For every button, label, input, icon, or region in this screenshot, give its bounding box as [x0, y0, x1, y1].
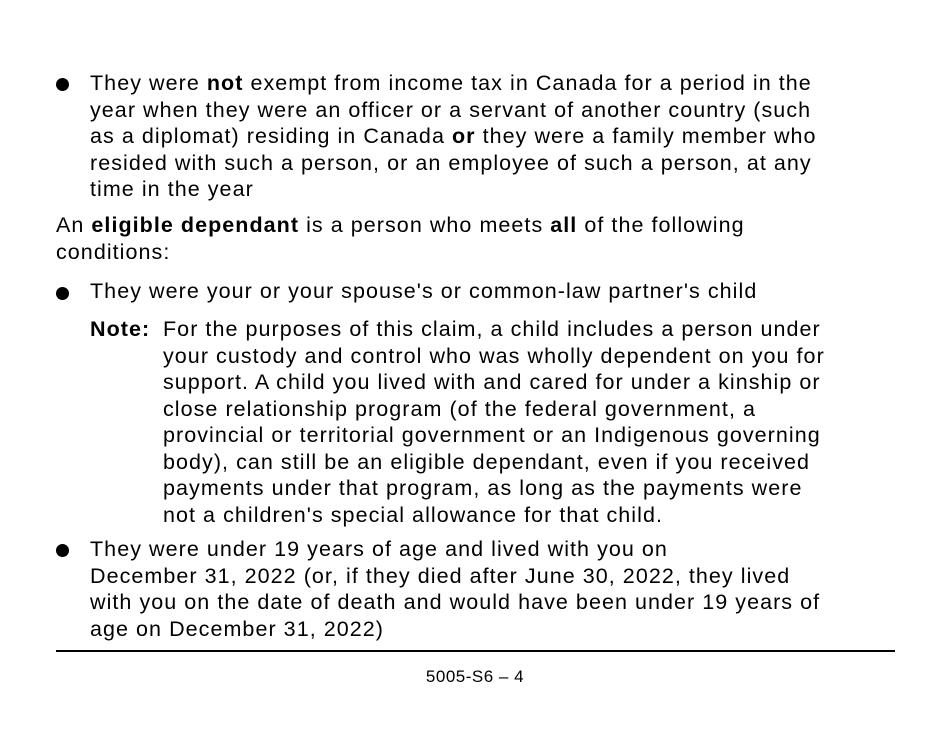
bullet1-line5: time in the year [90, 177, 254, 201]
note-line: provincial or territorial government or an Indigenous governing [163, 423, 821, 447]
note-line: payments under that program, as long as the payments were [163, 476, 803, 500]
bullet1-line3: as a diplomat) residing in Canada or they were a family member who [90, 124, 817, 148]
bullet-icon [56, 544, 69, 557]
bullet1-line2: year when they were an officer or a servant of another country (such [90, 97, 812, 122]
note-line: body), can still be an eligible dependant, even if you received [163, 449, 811, 474]
page-number: 5005-S6 – 4 [425, 667, 525, 686]
bullet-text [90, 536, 900, 642]
bullet3-line: age on December 31, 2022) [90, 616, 384, 641]
bullet-icon [56, 78, 69, 91]
bullet-text [90, 70, 900, 203]
note-line: support. A child you lived with and cared for under a kinship or [163, 370, 821, 394]
bullet3-line: December 31, 2022 (or, if they died after June 30, 2022, they lived [90, 563, 791, 588]
bullet-text [90, 278, 900, 305]
note-line: For the purposes of this claim, a child includes a person under [163, 317, 821, 341]
note-line: your custody and control who was wholly dependent on you for [163, 343, 825, 368]
note-line: not a children's special allowance for that child. [163, 502, 663, 527]
bullet3-line: They were under 19 years of age and lived with you on [90, 537, 668, 561]
emphasis-or: or [451, 124, 476, 148]
bullet-icon [56, 287, 69, 300]
bullet2-line1: They were your or your spouse's or common-law partner's child [90, 279, 758, 303]
definition-line1: An eligible dependant is a person who meets all of the following [56, 213, 745, 237]
bullet1-line4: resided with such a person, or an employee of such a person, at any [90, 150, 812, 175]
footer-divider [56, 650, 895, 652]
bullet1-line1: They were not exempt from income tax in Canada for a period in the [90, 71, 812, 95]
bullet3-line: with you on the date of death and would have been under 19 years of [90, 590, 821, 614]
emphasis-all: all [550, 213, 578, 237]
note-line: close relationship program (of the federal government, a [163, 396, 757, 421]
note-label: Note: [90, 317, 151, 341]
term-eligible-dependant: eligible dependant [91, 213, 300, 237]
emphasis-not: not [206, 71, 244, 95]
note-text [163, 316, 893, 528]
definition-line2: conditions: [56, 239, 171, 264]
definition-paragraph [56, 212, 846, 265]
